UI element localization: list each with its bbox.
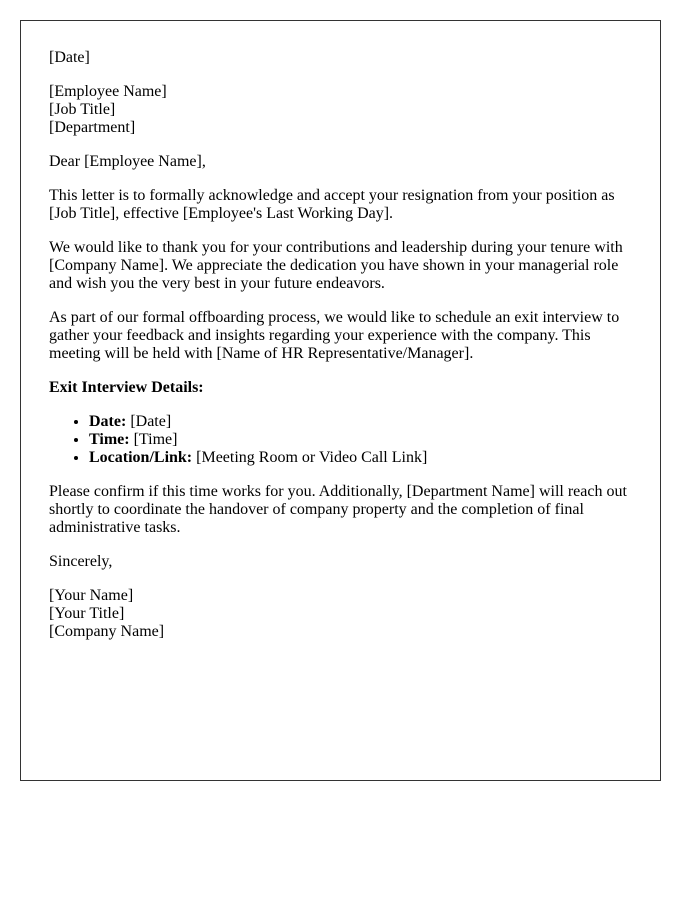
paragraph-resignation: This letter is to formally acknowledge and accept your resignation from your position as [Job Title], effective [Employee's Last Working Day]. (49, 187, 615, 222)
item-label: Location/Link: (89, 449, 193, 466)
exit-interview-heading-text: Exit Interview Details: (49, 379, 204, 396)
sender-block (49, 587, 632, 641)
sender-name: [Your Name] (49, 587, 134, 604)
item-value: [Time] (129, 431, 178, 448)
item-label: Date: (89, 413, 127, 430)
item-value: [Date] (126, 413, 172, 430)
list-item-location (89, 449, 632, 467)
recipient-job-title: [Job Title] (49, 101, 116, 118)
closing: Sincerely, (49, 553, 113, 570)
list-item-date (89, 413, 632, 431)
paragraph-offboarding: As part of our formal offboarding process, we would like to schedule an exit interview to gather your feedback and insights regarding your experience with the company. This meeting will be held with [Name of HR Representative/Manager]. (49, 309, 620, 362)
paragraph-thanks: We would like to thank you for your contributions and leadership during your tenure with [Company Name]. We appreciate the dedication you have shown in your managerial role and wish you the very best in your future endeavors. (49, 239, 623, 292)
salutation: Dear [Employee Name], (49, 153, 206, 170)
list-item-time (89, 431, 632, 449)
item-value: [Meeting Room or Video Call Link] (192, 449, 428, 466)
sender-company: [Company Name] (49, 623, 165, 640)
recipient-block (49, 83, 632, 137)
closing-paragraph: Please confirm if this time works for you. Additionally, [Department Name] will reach out shortly to coordinate the handover of company property and the completion of final administrative tasks. (49, 483, 627, 536)
letter-date: [Date] (49, 49, 90, 66)
sender-title: [Your Title] (49, 605, 125, 622)
item-label: Time: (89, 431, 130, 448)
letter (20, 20, 661, 781)
recipient-department: [Department] (49, 119, 136, 136)
recipient-name: [Employee Name] (49, 83, 167, 100)
exit-interview-heading (49, 379, 632, 397)
exit-interview-list (49, 413, 632, 467)
